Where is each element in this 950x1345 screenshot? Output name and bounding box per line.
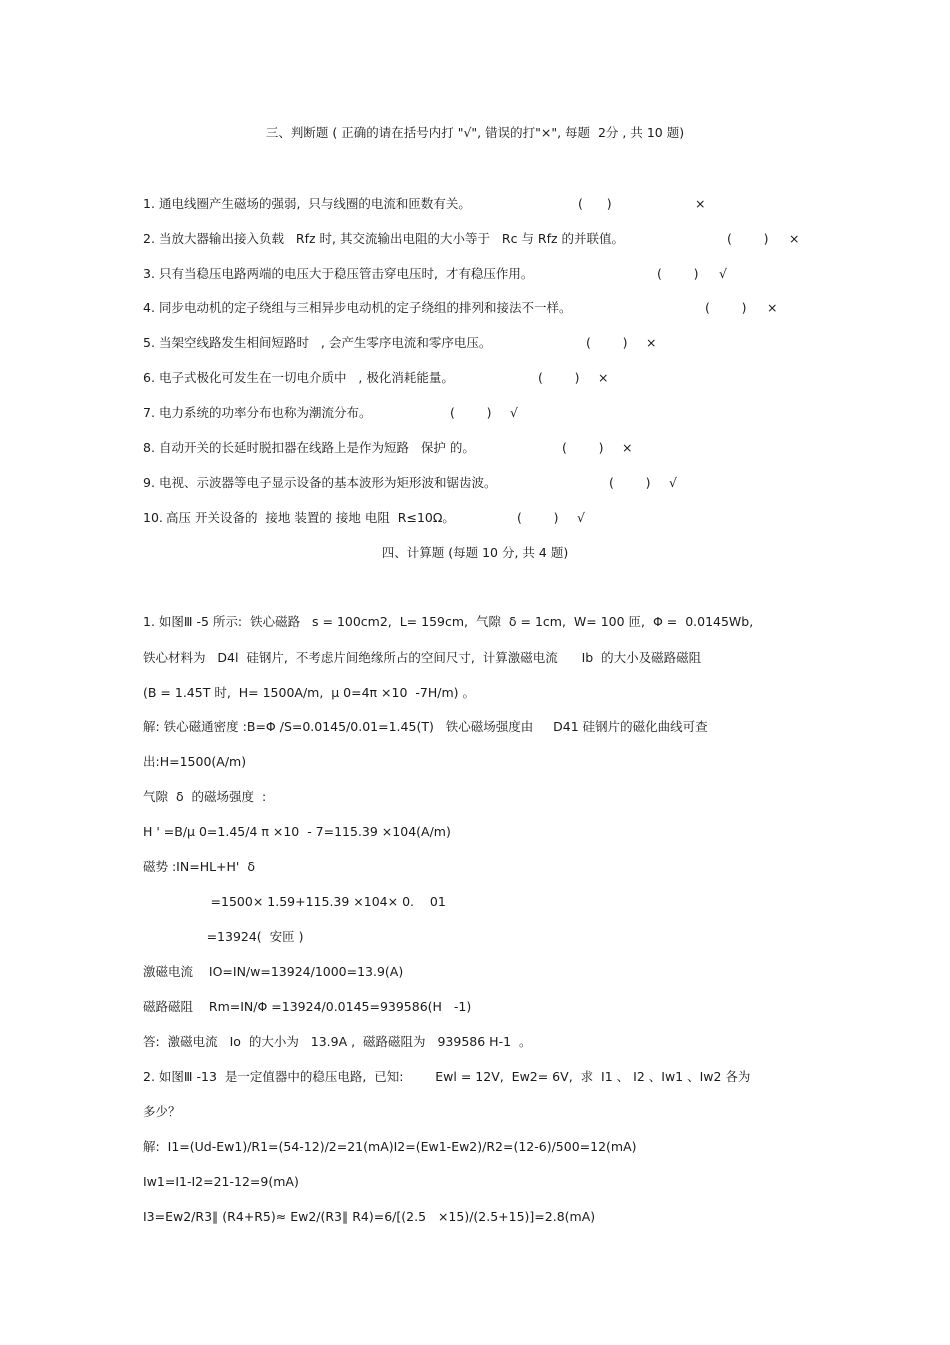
- item-text: 当架空线路发生相间短路时 , 会产生零序电流和零序电压。: [159, 335, 492, 350]
- item-number: 7.: [143, 405, 155, 420]
- item-number: 10.: [143, 510, 163, 525]
- item-number: 2.: [143, 231, 155, 246]
- problem-2-statement: 多少？: [143, 1104, 181, 1119]
- problem-1-statement: (B = 1.45T 时, H= 1500A/m, μ 0=4π ×10 -7H/m) 。: [143, 685, 475, 700]
- answer-bracket: ( ): [727, 231, 769, 246]
- section-3-heading: 三、判断题 ( 正确的请在括号内打 "√", 错误的打"×", 每题 2分 , 共 10 题): [265, 125, 685, 140]
- problem-1-statement: 1. 如图Ⅲ -5 所示: 铁心磁路 s = 100cm2, L= 159cm, 气隙 δ = 1cm, W= 100 匝, Φ = 0.0145Wb,: [143, 614, 754, 629]
- section-4-heading: 四、计算题 (每题 10 分, 共 4 题): [381, 545, 569, 560]
- solution-line: 气隙 δ 的磁场强度 :: [143, 789, 267, 804]
- answer-mark: ×: [646, 335, 657, 350]
- answer-bracket: ( ): [609, 475, 651, 490]
- answer-bracket: ( ): [562, 440, 604, 455]
- answer-mark: √: [577, 510, 585, 525]
- answer-bracket: ( ): [705, 300, 747, 315]
- answer-mark: ×: [598, 370, 609, 385]
- answer-bracket: ( ): [517, 510, 559, 525]
- solution-line: =1500× 1.59+115.39 ×104× 0. 01: [143, 894, 446, 909]
- item-number: 8.: [143, 440, 155, 455]
- answer-mark: √: [669, 475, 677, 490]
- problem-2-statement: 2. 如图Ⅲ -13 是一定值器中的稳压电路, 已知: Ewl = 12V, Ew2= 6V, 求 I1 、 I2 、Iw1 、Iw2 各为: [143, 1069, 751, 1084]
- answer-bracket: ( ): [586, 335, 628, 350]
- answer-mark: √: [510, 405, 518, 420]
- item-number: 6.: [143, 370, 155, 385]
- solution-line: I3=Ew2/R3∥ (R4+R5)≈ Ew2/(R3∥ R4)=6/[(2.5 ×15)/(2.5+15)]=2.8(mA): [143, 1209, 596, 1224]
- solution-line: 磁路磁阻 Rm=IN/Φ =13924/0.0145=939586(H -1): [143, 999, 472, 1014]
- item-number: 3.: [143, 266, 155, 281]
- answer-mark: ×: [789, 231, 800, 246]
- solution-line: 激磁电流 IO=IN/w=13924/1000=13.9(A): [143, 964, 404, 979]
- item-number: 9.: [143, 475, 155, 490]
- solution-line: =13924( 安匝 ): [143, 929, 304, 944]
- item-text: 自动开关的长延时脱扣器在线路上是作为短路 保护 的。: [159, 440, 475, 455]
- answer-mark: √: [719, 266, 727, 281]
- solution-line: 出:H=1500(A/m): [143, 754, 247, 769]
- item-text: 电力系统的功率分布也称为潮流分布。: [159, 405, 372, 420]
- item-text: 同步电动机的定子绕组与三相异步电动机的定子绕组的排列和接法不一样。: [159, 300, 572, 315]
- answer-mark: ×: [767, 300, 778, 315]
- answer-mark: ×: [622, 440, 633, 455]
- item-number: 1.: [143, 196, 155, 211]
- solution-line: H ' =B/μ 0=1.45/4 π ×10 - 7=115.39 ×104(A/m): [143, 824, 451, 839]
- solution-line: 磁势 :IN=HL+H' δ: [143, 859, 255, 874]
- item-number: 4.: [143, 300, 155, 315]
- answer-mark: ×: [695, 196, 706, 211]
- answer-bracket: ( ): [578, 196, 612, 211]
- solution-line: 解: I1=(Ud-Ew1)/R1=(54-12)/2=21(mA)I2=(Ew1-Ew2)/R2=(12-6)/500=12(mA): [143, 1139, 637, 1154]
- item-text: 电子式极化可发生在一切电介质中 , 极化消耗能量。: [159, 370, 454, 385]
- item-text: 高压 开关设备的 接地 装置的 接地 电阻 R≤10Ω。: [166, 510, 455, 525]
- solution-line: Iw1=I1-I2=21-12=9(mA): [143, 1174, 299, 1189]
- item-number: 5.: [143, 335, 155, 350]
- item-text: 当放大器输出接入负载 Rfz 时, 其交流输出电阻的大小等于 Rc 与 Rfz 的并联值。: [159, 231, 625, 246]
- problem-1-statement: 铁心材料为 D4l 硅钢片, 不考虑片间绝缘所占的空间尺寸, 计算激磁电流 Ib 的大小及磁路磁阻: [143, 650, 702, 665]
- answer-bracket: ( ): [657, 266, 699, 281]
- item-text: 只有当稳压电路两端的电压大于稳压管击穿电压时, 才有稳压作用。: [159, 266, 534, 281]
- answer-bracket: ( ): [450, 405, 492, 420]
- answer-line: 答: 激磁电流 Io 的大小为 13.9A , 磁路磁阻为 939586 H-1 。: [143, 1034, 532, 1049]
- solution-line: 解: 铁心磁通密度 :B=Φ /S=0.0145/0.01=1.45(T) 铁心磁场强度由 D41 硅钢片的磁化曲线可查: [143, 719, 708, 734]
- item-text: 电视、示波器等电子显示设备的基本波形为矩形波和锯齿波。: [159, 475, 497, 490]
- answer-bracket: ( ): [538, 370, 580, 385]
- item-text: 通电线圈产生磁场的强弱, 只与线圈的电流和匝数有关。: [159, 196, 471, 211]
